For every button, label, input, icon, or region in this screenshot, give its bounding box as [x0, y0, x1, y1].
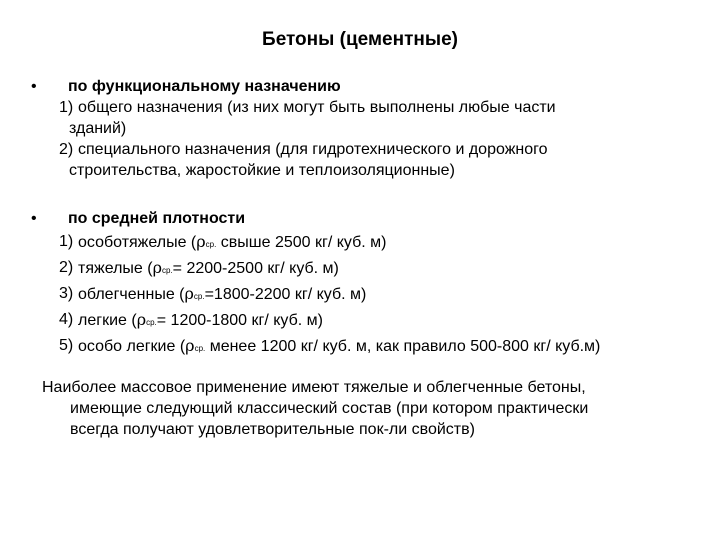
- list-item: [0, 97, 720, 139]
- bullet-icon: •: [31, 78, 37, 95]
- item-value: =1800-2200 кг/ куб. м): [204, 286, 367, 303]
- list-item: [0, 283, 720, 307]
- slide-title: Бетоны (цементные): [262, 29, 458, 50]
- item-number: 2): [59, 259, 74, 276]
- item-number: 4): [59, 311, 74, 328]
- list-item: [0, 335, 720, 359]
- item-text-continued: строительства, жаростойкие и теплоизоляционные): [69, 162, 455, 179]
- bullet-icon: •: [31, 210, 37, 227]
- item-text: [0, 335, 720, 359]
- item-value: свыше 2500 кг/ куб. м): [216, 234, 387, 251]
- item-number: 2): [59, 141, 74, 158]
- item-text-continued: зданий): [69, 120, 127, 137]
- item-label: особотяжелые (: [78, 234, 197, 251]
- list-item: [0, 231, 720, 255]
- section-functional: [0, 76, 720, 181]
- item-text: [0, 283, 720, 307]
- paragraph-line: имеющие следующий классический состав (при котором практически: [70, 400, 589, 417]
- rho-symbol: ρ: [196, 232, 206, 251]
- item-label: легкие (: [78, 312, 137, 329]
- rho-subscript: ср.: [146, 318, 157, 327]
- rho-symbol: ρ: [184, 284, 194, 303]
- list-item: [0, 309, 720, 333]
- rho-symbol: ρ: [185, 336, 195, 355]
- summary-paragraph: [42, 377, 682, 440]
- heading-functional: по функциональному назначению: [68, 78, 341, 95]
- item-value: менее 1200 кг/ куб. м, как правило 500-800 кг/ куб.м): [205, 338, 601, 355]
- item-value: = 2200-2500 кг/ куб. м): [172, 260, 339, 277]
- bullet-heading-functional: [0, 76, 720, 97]
- paragraph-line: всегда получают удовлетворительные пок-ли свойств): [70, 421, 475, 438]
- rho-symbol: ρ: [152, 258, 162, 277]
- item-text: [0, 309, 720, 333]
- rho-subscript: ср.: [161, 266, 173, 275]
- item-text: специального назначения (для гидротехнического и дорожного: [78, 141, 548, 158]
- item-number: 1): [59, 233, 74, 250]
- item-number: 1): [59, 99, 74, 116]
- item-text: [0, 231, 720, 255]
- item-label: тяжелые (: [78, 260, 153, 277]
- list-item: [0, 257, 720, 281]
- item-number: 5): [59, 337, 74, 354]
- heading-density: по средней плотности: [68, 210, 246, 227]
- item-label: особо легкие (: [78, 338, 186, 355]
- item-text: [0, 257, 720, 281]
- bullet-heading-density: [0, 208, 720, 229]
- item-value: = 1200-1800 кг/ куб. м): [156, 312, 323, 329]
- list-item: [0, 139, 720, 181]
- section-density: [0, 208, 720, 359]
- rho-subscript: ср.: [194, 344, 206, 353]
- paragraph-line: Наиболее массовое применение имеют тяжелые и облегченные бетоны,: [42, 379, 586, 396]
- rho-symbol: ρ: [136, 310, 147, 329]
- rho-subscript: ср.: [205, 240, 217, 249]
- item-label: облегченные (: [78, 286, 185, 303]
- item-number: 3): [59, 285, 74, 302]
- rho-subscript: ср.: [193, 292, 205, 301]
- item-text: общего назначения (из них могут быть выполнены любые части: [78, 99, 556, 116]
